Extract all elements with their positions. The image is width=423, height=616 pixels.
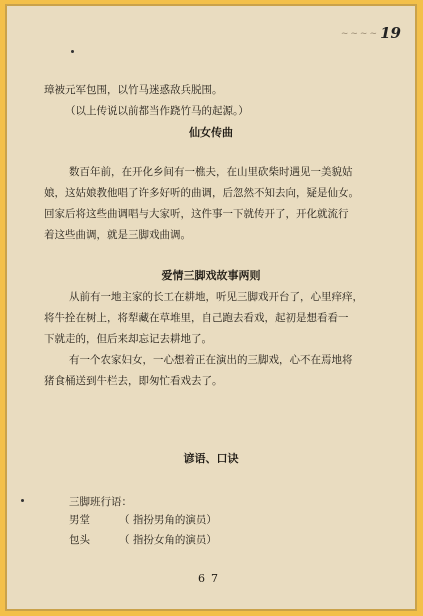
ink-speck [21, 499, 24, 502]
term-label: 男堂 [69, 514, 90, 526]
term-description: （ 指扮男角的演员） [119, 514, 217, 526]
intro-line-1: 璋被元军包围，以竹马迷惑敌兵脱围。 [44, 84, 223, 96]
paragraph-line: 娘，这姑娘教他唱了许多好听的曲调，后忽然不知去向，疑是仙女。 [44, 187, 359, 199]
corner-decoration: ~~~~ [340, 29, 379, 39]
paragraph-line: 下就走的，但后来却忘记去耕地了。 [44, 333, 212, 345]
subsection-title: 三脚班行语： [69, 496, 132, 508]
footer-page-number: 67 [198, 572, 224, 585]
document-page [5, 4, 417, 611]
paragraph-line: 猪食桶送到牛栏去，即匆忙看戏去了。 [44, 375, 223, 387]
corner-page-number: 19 [380, 24, 401, 42]
section-title-fairy-song: 仙女传曲 [189, 126, 233, 139]
paragraph-line: 从前有一地主家的长工在耕地，听见三脚戏开台了，心里痒痒， [69, 291, 363, 303]
term-label: 包头 [69, 534, 90, 546]
intro-line-2: （以上传说以前都当作跷竹马的起源。） [65, 105, 249, 117]
ink-speck [71, 50, 74, 53]
paragraph-line: 着这些曲调，就是三脚戏曲调。 [44, 229, 191, 241]
paragraph-line: 有一个农家妇女，一心想着正在演出的三脚戏，心不在焉地将 [69, 354, 353, 366]
paragraph-line: 将牛拴在树上，将犁藏在草堆里，自己跑去看戏，起初是想看看一 [44, 312, 349, 324]
section-title-love-stories: 爱情三脚戏故事两则 [161, 269, 261, 282]
section-title-proverbs: 谚语、口诀 [183, 452, 239, 465]
paragraph-line: 回家后将这些曲调唱与大家听，这件事一下就传开了，开化就流行 [44, 208, 349, 220]
term-description: （ 指扮女角的演员） [119, 534, 217, 546]
paragraph-line: 数百年前，在开化乡间有一樵夫，在山里砍柴时遇见一美貌姑 [69, 166, 353, 178]
